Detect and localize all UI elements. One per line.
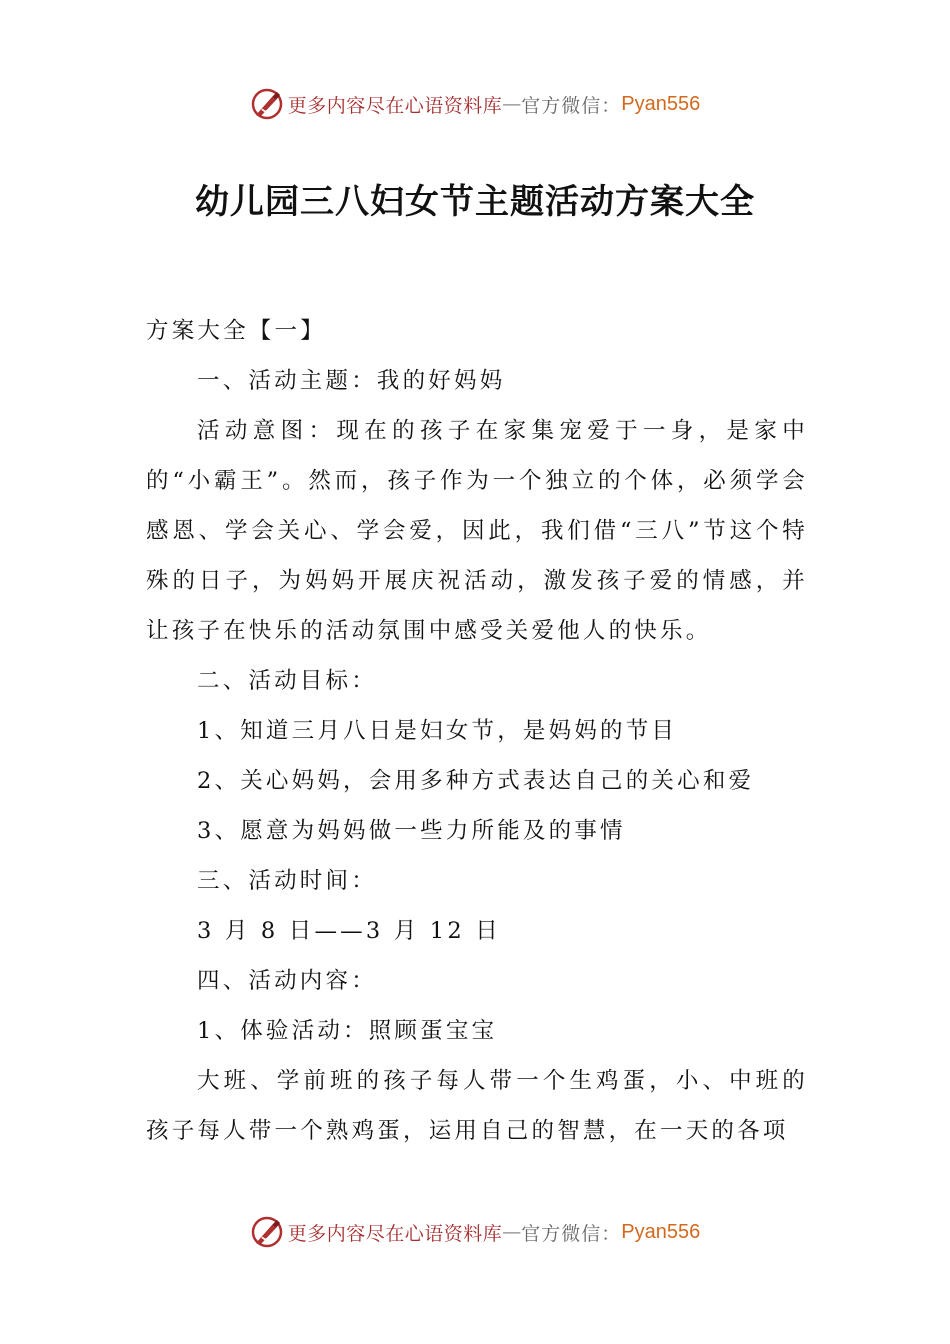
time-heading: 三、活动时间： <box>197 868 377 894</box>
goal-item-3: 3、愿意为妈妈做一些力所能及的事情 <box>197 818 626 844</box>
banner-label: 官方微信： <box>521 94 622 117</box>
activity-intent: 活动意图：现在的孩子在家集宠爱于一身，是家中的“小霸王”。然而，孩子作为一个独立的个体，必须学会感恩、学会关心、学会爱，因此，我们借“三八”节这个特殊的日子，为妈妈开展庆祝活动，激发孩子爱的情感，并让孩子在快乐的活动氛围中感受关爱他人的快乐。 <box>146 418 808 644</box>
banner-text: 更多内容尽在心语资料库 <box>287 94 503 117</box>
activity-item-1: 1、体验活动：照顾蛋宝宝 <box>197 1018 498 1044</box>
activity-item-1-description: 大班、学前班的孩子每人带一个生鸡蛋，小、中班的孩子每人带一个熟鸡蛋，运用自己的智慧，在一天的各项 <box>146 1068 808 1144</box>
banner-wechat-id: Pyan556 <box>621 92 701 115</box>
document-title: 幼儿园三八妇女节主题活动方案大全 <box>195 182 755 222</box>
content-heading: 四、活动内容： <box>197 968 377 994</box>
activity-theme: 一、活动主题：我的好妈妈 <box>197 368 506 394</box>
header-banner <box>0 84 950 124</box>
footer-banner <box>0 1212 950 1252</box>
banner-text: 更多内容尽在心语资料库 <box>287 1222 503 1245</box>
banner-separator: — <box>502 93 522 115</box>
pen-logo-icon <box>250 1215 284 1249</box>
banner-separator: — <box>502 1221 522 1243</box>
time-value: 3 月 8 日——3 月 12 日 <box>197 918 501 944</box>
goal-item-1: 1、知道三月八日是妇女节，是妈妈的节目 <box>197 718 678 744</box>
banner-wechat-id: Pyan556 <box>621 1220 701 1243</box>
goals-heading: 二、活动目标： <box>197 668 377 694</box>
section-heading: 方案大全【一】 <box>146 318 326 344</box>
banner-label: 官方微信： <box>521 1222 622 1245</box>
pen-logo-icon <box>250 87 284 121</box>
goal-item-2: 2、关心妈妈，会用多种方式表达自己的关心和爱 <box>197 768 755 794</box>
document-body <box>146 306 808 1156</box>
